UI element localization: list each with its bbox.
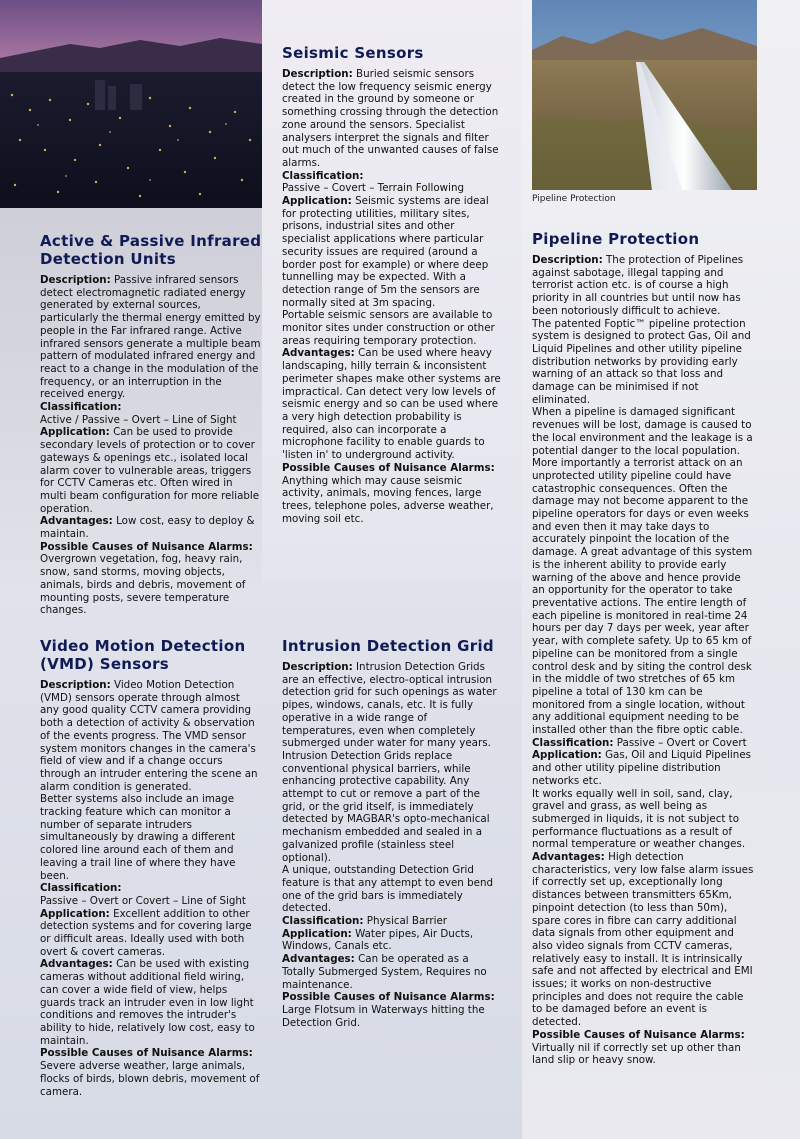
grid-application-label: Application:	[282, 927, 352, 940]
seismic-classification: Passive – Covert – Terrain Following	[282, 182, 465, 195]
pipeline-photo	[532, 0, 757, 190]
pipeline-description: The protection of Pipelines against sabotage, illegal tapping and terrorist action etc. is of course a high priority in all countries but until now has been notoriously difficult to achieve.	[532, 254, 744, 317]
pipeline-advantages-label: Advantages:	[532, 851, 605, 864]
grid-title: Intrusion Detection Grid	[282, 637, 494, 655]
grid-nuisance-label: Possible Causes of Nuisance Alarms:	[282, 991, 495, 1004]
pir-advantages: Low cost, easy to deploy & maintain.	[40, 515, 255, 541]
pir-advantages-label: Advantages:	[40, 515, 113, 528]
pipeline-paragraph-2: The patented Foptic™ pipeline protection system is designed to protect Gas, Oil and Liquid Pipelines and other utility pipeline distribution networks by providing early warning of an attack so that loss and damage can be minimised if not eliminated.	[532, 317, 751, 406]
pir-title: Active & Passive Infrared Detection Units	[40, 232, 262, 268]
pipeline-nuisance-label: Possible Causes of Nuisance Alarms:	[532, 1028, 745, 1041]
seismic-application-2: Portable seismic sensors are available to monitor sites under construction or other areas requiring temporary protection.	[282, 309, 495, 347]
grid-classification: Physical Barrier	[366, 915, 448, 928]
pir-nuisance-label: Possible Causes of Nuisance Alarms:	[40, 540, 253, 553]
seismic-title: Seismic Sensors	[282, 44, 424, 62]
pipeline-description-label: Description:	[532, 254, 603, 266]
vmd-description-label: Description:	[40, 679, 111, 691]
seismic-advantages: Can be used where heavy landscaping, hilly terrain & inconsistent perimeter shapes make other systems are impractical. Can detect very low levels of seismic energy and so can be used where a very high detection probability is required, also can incorporate a microphone facility to enable guards to 'listen in' to underground activity.	[282, 347, 501, 462]
seismic-application: Seismic systems are ideal for protecting utilities, military sites, prisons, industrial sites and other specialist applications where particular security issues are required (around a border post for example) or where deep tunnelling may be expected. With a detection range of 5m the sensors are normally sited at 3m spacing.	[282, 195, 489, 309]
vmd-advantages: Can be used with existing cameras without additional field wiring, can cover a wide field of view, helps guards track an intruder even in low light conditions and removes the intruder's ability to hide, relatively low cost, easy to maintain.	[40, 958, 255, 1047]
grid-classification-label: Classification:	[282, 915, 364, 928]
pir-description-label: Description:	[40, 274, 111, 286]
grid-description-label: Description:	[282, 661, 353, 673]
pipeline-title: Pipeline Protection	[532, 230, 700, 248]
grid-advantages: Can be operated as a Totally Submerged System, Requires no maintenance.	[282, 953, 487, 991]
vmd-application-label: Application:	[40, 907, 110, 920]
seismic-advantages-label: Advantages:	[282, 347, 355, 360]
pipeline-advantages: High detection characteristics, very low false alarm issues if correctly set up, exceptionally long distances between transmitters 65Km, pinpoint detection (to less than 50m), spare cores in fibre can carry additional data signals from other equipment and also video signals from CCTV cameras, relatively easy to install. It is intrinsically safe and not affected by electrical and EMI issues; it works on non-destructive principles and does not require the cable to be damaged before an event is detected.	[532, 851, 754, 1029]
vmd-advantages-label: Advantages:	[40, 958, 113, 971]
seismic-description-label: Description:	[282, 68, 353, 80]
vmd-classification-label: Classification:	[40, 882, 122, 895]
vmd-title: Video Motion Detection (VMD) Sensors	[40, 637, 246, 673]
seismic-section	[282, 44, 502, 525]
pir-application-label: Application:	[40, 426, 110, 439]
pipeline-application-2: It works equally well in soil, sand, clay, gravel and grass, as well being as submerged in liquids, it is not subject to performance fluctuations as a result of normal temperature or weather changes.	[532, 787, 746, 851]
grid-nuisance: Large Flotsum in Waterways hitting the Detection Grid.	[282, 1003, 485, 1029]
vmd-section	[40, 637, 262, 1098]
vmd-nuisance: Severe adverse weather, large animals, flocks of birds, blown debris, movement of camera.	[40, 1060, 260, 1098]
grid-section	[282, 637, 502, 1029]
seismic-description: Buried seismic sensors detect the low frequency seismic energy created in the ground by someone or something crossing through the detection zone around the sensors. Specialist analysers interpret the signals and filter out much of the unwanted causes of false alarms.	[282, 68, 499, 169]
seismic-nuisance-label: Possible Causes of Nuisance Alarms:	[282, 461, 495, 474]
pipeline-nuisance: Virtually nil if correctly set up other than land slip or heavy snow.	[532, 1041, 741, 1067]
pir-application: Can be used to provide secondary levels of protection or to cover gateways & openings etc., isolated local alarm cover to vulnerable areas, triggers for CCTV Cameras etc. Often wired in multi beam configuration for more reliable operation.	[40, 426, 260, 515]
grid-application: Water pipes, Air Ducts, Windows, Canals etc.	[282, 927, 474, 953]
pir-section	[40, 232, 262, 617]
pipeline-classification-label: Classification:	[532, 736, 614, 749]
vmd-description-2: Better systems also include an image tracking feature which can monitor a number of separate intruders simultaneously by drawing a different colored line around each of them and leaving a trail line of where they have been.	[40, 793, 236, 882]
pipeline-application-label: Application:	[532, 749, 602, 762]
pipeline-application: Gas, Oil and Liquid Pipelines and other utility pipeline distribution networks etc.	[532, 749, 752, 787]
city-night-photo	[0, 0, 262, 208]
seismic-application-label: Application:	[282, 195, 352, 208]
vmd-classification: Passive – Overt or Covert – Line of Sight	[40, 894, 246, 907]
pipeline-photo-caption: Pipeline Protection	[532, 194, 616, 204]
vmd-description: Video Motion Detection (VMD) sensors operate through almost any good quality CCTV camera providing both a detection of activity & observation of the events progress. The VMD sensor system monitors changes in the camera's field of view and if a change occurs through an intruder entering the scene an alarm condition is generated.	[40, 679, 258, 793]
grid-description-2: A unique, outstanding Detection Grid feature is that any attempt to even bend one of the grid bars is immediately detected.	[282, 864, 494, 915]
pir-classification-label: Classification:	[40, 401, 122, 414]
pir-classification: Active / Passive – Overt – Line of Sight	[40, 413, 237, 426]
pipeline-section	[532, 230, 754, 1067]
pir-nuisance: Overgrown vegetation, fog, heavy rain, snow, sand storms, moving objects, animals, birds and debris, movement of mounting posts, severe temperature changes.	[40, 553, 246, 617]
grid-advantages-label: Advantages:	[282, 953, 355, 966]
pipeline-paragraph-3: When a pipeline is damaged significant revenues will be lost, damage is caused to the local environment and the leakage is a potential danger to the local population. More importantly a terrorist attack on an unprotected utility pipeline could have catastrophic consequences. Often the damage may not become apparent to the pipeline operators for days or even weeks and even then it may take days to accurately pinpoint the location of the damage. A great advantage of this system is the inherent ability to provide early warning of the above and hence provide an opportunity for the operator to take preventative actions. The entire length of each pipeline is monitored in real-time 24 hours per day 7 days per week, year after year, with complete safety. Up to 65 km of pipeline can be monitored from a single control desk and by siting the control desk in the middle of two stretches of 65 km pipeline a total of 130 km can be monitored from a single location, without any additional equipment needing to be installed other than the fibre optic cable.	[532, 406, 753, 737]
grid-description: Intrusion Detection Grids are an effective, electro-optical intrusion detection grid for such openings as water pipes, windows, canals, etc. It is fully operative in a wide range of temperatures, even when completely submerged under water for many years. Intrusion Detection Grids replace conventional physical barriers, while enhancing protective capability. Any attempt to cut or remove a part of the grid, or the grid itself, is immediately detected by MAGBAR's opto-mechanical mechanism embedded and sealed in a galvanized profile (stainless steel optional).	[282, 661, 497, 864]
seismic-nuisance: Anything which may cause seismic activity, animals, moving fences, large trees, telephone poles, adverse weather, moving soil etc.	[282, 474, 494, 525]
vmd-nuisance-label: Possible Causes of Nuisance Alarms:	[40, 1047, 253, 1060]
seismic-classification-label: Classification:	[282, 169, 364, 182]
pipeline-classification: Passive – Overt or Covert	[616, 736, 747, 749]
vmd-application: Excellent addition to other detection systems and for covering large or difficult areas. Ideally used with both overt & covert cameras.	[40, 907, 252, 958]
pir-description: Passive infrared sensors detect electromagnetic radiated energy generated by external sources, particularly the thermal energy emitted by people in the Far infrared range. Active infrared sensors generate a multiple beam pattern of modulated infrared energy and react to a change in the modulation of the frequency, or an interruption in the received energy.	[40, 274, 261, 401]
